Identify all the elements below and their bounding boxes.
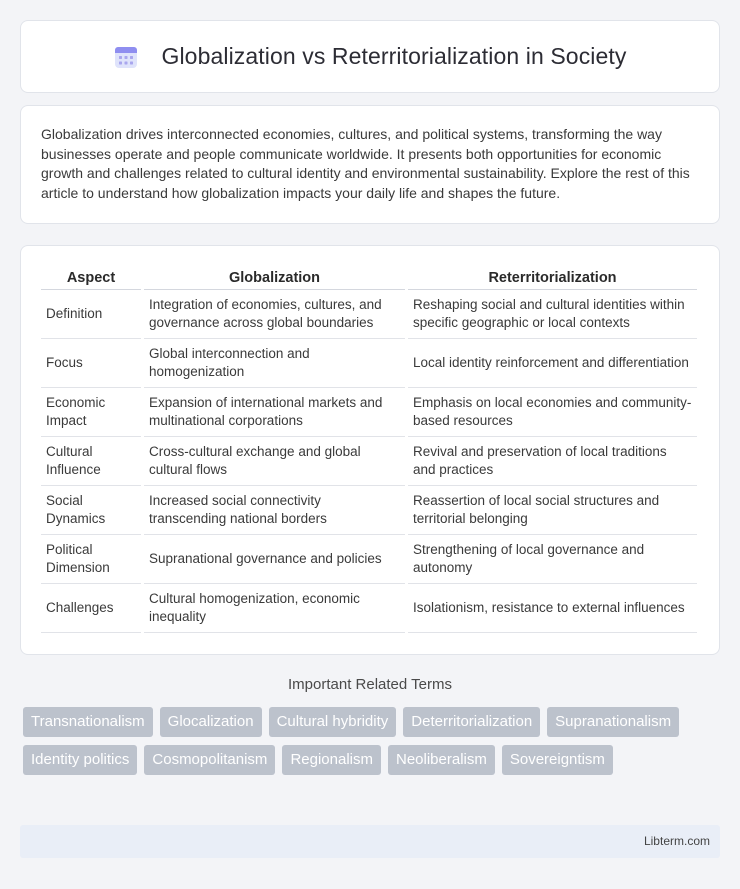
- table-row: [41, 437, 697, 486]
- cell-aspect: Political Dimension: [41, 535, 141, 584]
- title-row: [113, 43, 626, 70]
- header-globalization: Globalization: [144, 268, 405, 290]
- comparison-table: [38, 268, 700, 633]
- table-row: [41, 535, 697, 584]
- cell-aspect: Economic Impact: [41, 388, 141, 437]
- cell-reterritorialization: Reassertion of local social structures and territorial belonging: [408, 486, 697, 535]
- cell-globalization: Integration of economies, cultures, and governance across global boundaries: [144, 290, 405, 339]
- cell-aspect: Social Dynamics: [41, 486, 141, 535]
- cell-globalization: Cultural homogenization, economic inequality: [144, 584, 405, 633]
- related-term-tag[interactable]: Cultural hybridity: [269, 707, 397, 737]
- calendar-icon: [113, 44, 139, 70]
- table-header-row: [41, 268, 697, 290]
- related-term-tag[interactable]: Supranationalism: [547, 707, 679, 737]
- cell-globalization: Supranational governance and policies: [144, 535, 405, 584]
- cell-reterritorialization: Local identity reinforcement and differentiation: [408, 339, 697, 388]
- table-row: [41, 388, 697, 437]
- cell-reterritorialization: Revival and preservation of local traditions and practices: [408, 437, 697, 486]
- cell-globalization: Global interconnection and homogenization: [144, 339, 405, 388]
- related-term-tag[interactable]: Transnationalism: [23, 707, 153, 737]
- footer: [20, 825, 720, 858]
- cell-aspect: Cultural Influence: [41, 437, 141, 486]
- related-term-tag[interactable]: Cosmopolitanism: [144, 745, 275, 775]
- related-term-tag[interactable]: Glocalization: [160, 707, 262, 737]
- cell-globalization: Expansion of international markets and multinational corporations: [144, 388, 405, 437]
- related-term-tag[interactable]: Neoliberalism: [388, 745, 495, 775]
- cell-globalization: Increased social connectivity transcending national borders: [144, 486, 405, 535]
- cell-reterritorialization: Emphasis on local economies and community-based resources: [408, 388, 697, 437]
- related-terms-list: [23, 707, 723, 775]
- footer-site-link[interactable]: Libterm.com: [643, 834, 710, 848]
- header-reterritorialization: Reterritorialization: [408, 268, 697, 290]
- header-aspect: Aspect: [41, 268, 141, 290]
- page-title: Globalization vs Reterritorialization in Society: [161, 43, 627, 69]
- cell-globalization: Cross-cultural exchange and global cultural flows: [144, 437, 405, 486]
- cell-aspect: Focus: [41, 339, 141, 388]
- table-row: [41, 584, 697, 633]
- intro-card: [20, 105, 720, 224]
- related-term-tag[interactable]: Regionalism: [282, 745, 381, 775]
- related-term-tag[interactable]: Sovereigntism: [502, 745, 613, 775]
- related-term-tag[interactable]: Identity politics: [23, 745, 137, 775]
- cell-aspect: Definition: [41, 290, 141, 339]
- cell-reterritorialization: Isolationism, resistance to external influences: [408, 584, 697, 633]
- table-row: [41, 290, 697, 339]
- table-row: [41, 486, 697, 535]
- cell-reterritorialization: Reshaping social and cultural identities within specific geographic or local contexts: [408, 290, 697, 339]
- table-row: [41, 339, 697, 388]
- intro-text: Globalization drives interconnected economies, cultures, and political systems, transforming the way businesses operate and people communicate worldwide. It presents both opportunities for economic growth and challenges related to cultural identity and environmental sustainability. Explore the rest of this article to understand how globalization impacts your daily life and shapes the future.: [41, 126, 690, 201]
- related-term-tag[interactable]: Deterritorialization: [403, 707, 540, 737]
- header-card: [20, 20, 720, 93]
- cell-aspect: Challenges: [41, 584, 141, 633]
- related-terms-title: Important Related Terms: [288, 676, 452, 693]
- comparison-table-card: [20, 245, 720, 655]
- cell-reterritorialization: Strengthening of local governance and autonomy: [408, 535, 697, 584]
